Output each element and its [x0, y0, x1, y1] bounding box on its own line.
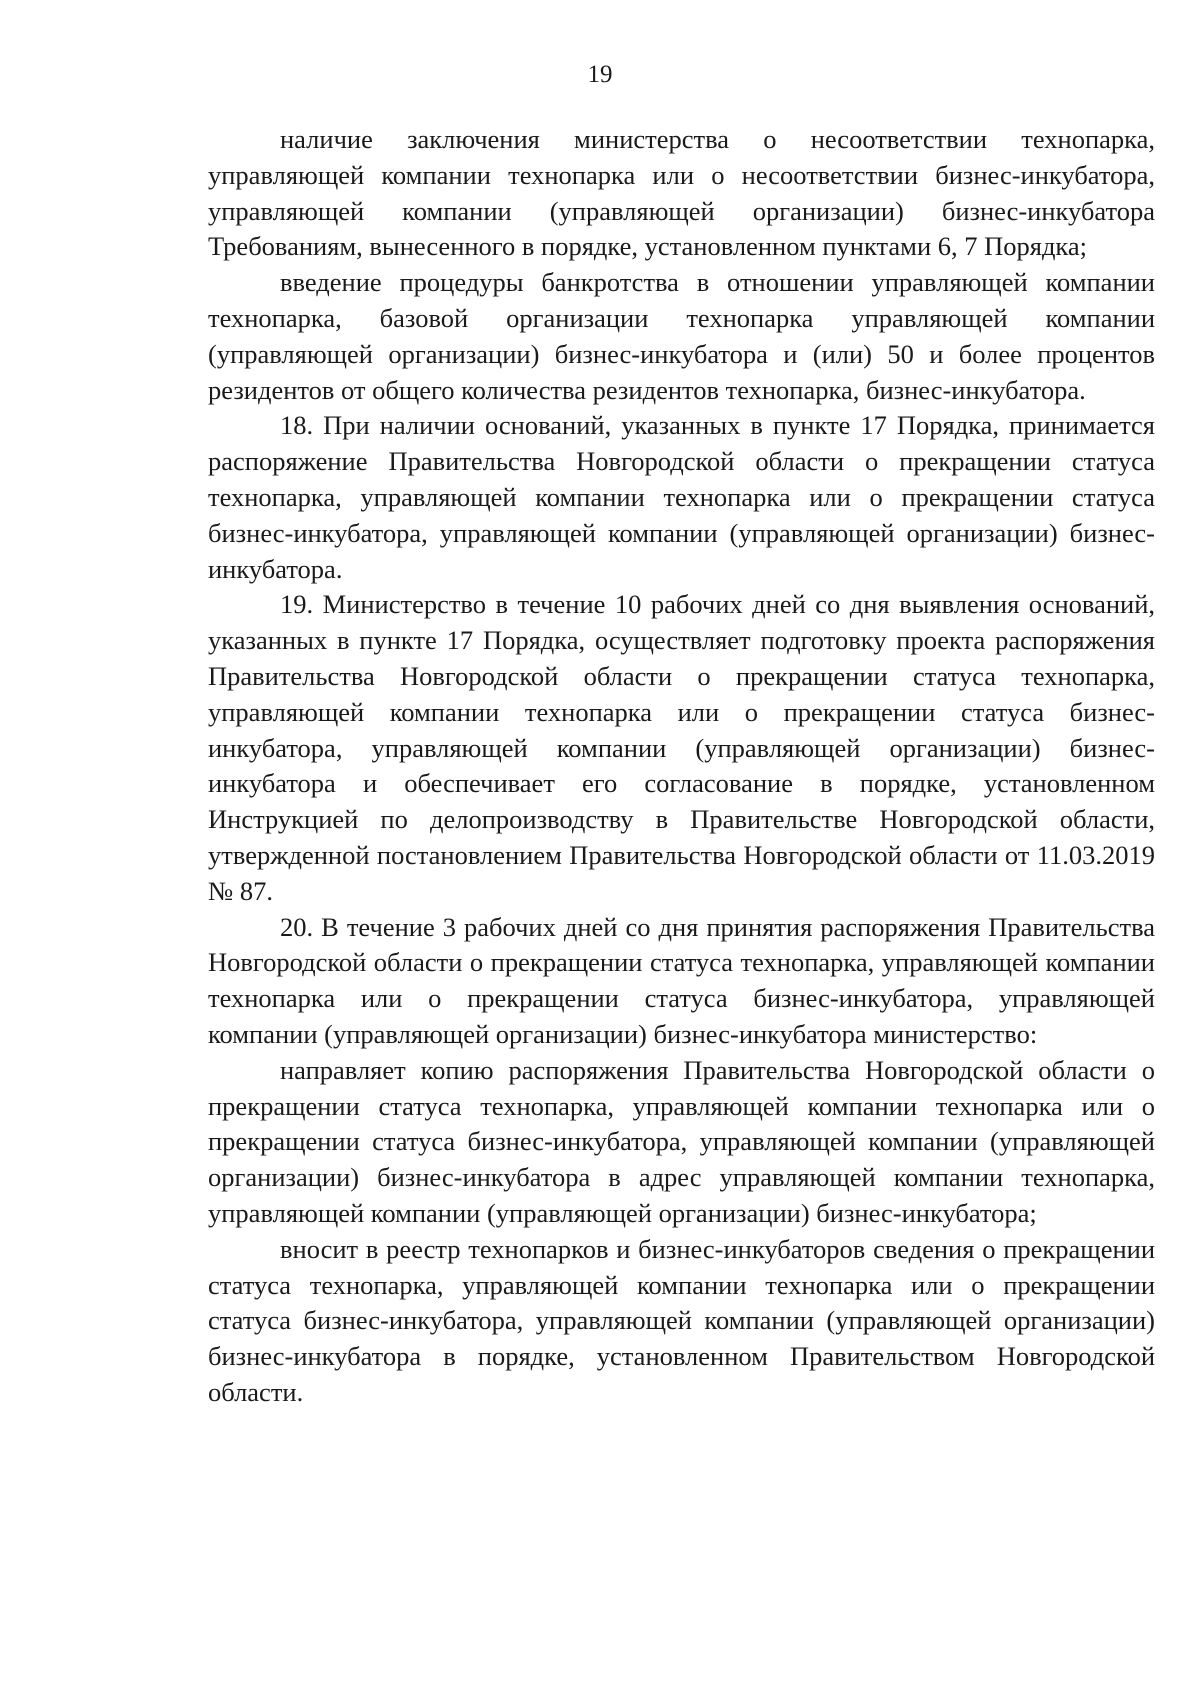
paragraph-sends-copy: направляет копию распоряжения Правительства Новгородской области о прекращении статуса технопарка, управляющей компании технопарка или о прекращении статуса бизнес-инкубатора, управляющей компании (управляющей организации) бизнес-инкубатора в адрес управляющей компании технопарка, управляющей компании (управляющей организации) бизнес-инкубатора; [208, 1054, 1155, 1228]
paragraph-bankruptcy: введение процедуры банкротства в отношении управляющей компании технопарка, базовой организации технопарка управляющей компании (управляющей организации) бизнес-инкубатора и (или) 50 и более процентов резидентов от общего количества резидентов технопарка, бизнес-инкубатора. [208, 267, 1155, 405]
paragraph-conclusion-nonconformity: наличие заключения министерства о несоответствии технопарка, управляющей компании технопарка или о несоответствии бизнес-инкубатора, управляющей компании (управляющей организации) бизнес-инкубатора Требованиям, вынесенного в порядке, установленном пунктами 6, 7 Порядка; [208, 124, 1155, 262]
document-body [208, 122, 1155, 1411]
paragraph-item-18: 18. При наличии оснований, указанных в пункте 17 Порядка, принимается распоряжение Правительства Новгородской области о прекращении статуса технопарка, управляющей компании технопарка или о прекращении статуса бизнес-инкубатора, управляющей компании (управляющей организации) бизнес-инкубатора. [208, 410, 1155, 584]
page-number: 19 [587, 61, 613, 88]
paragraph-item-20: 20. В течение 3 рабочих дней со дня принятия распоряжения Правительства Новгородской области о прекращении статуса технопарка, управляющей компании технопарка или о прекращении статуса бизнес-инкубатора, управляющей компании (управляющей организации) бизнес-инкубатора министерство: [208, 911, 1155, 1049]
paragraph-item-19: 19. Министерство в течение 10 рабочих дней со дня выявления оснований, указанных в пункте 17 Порядка, осуществляет подготовку проекта распоряжения Правительства Новгородской области о прекращении статуса технопарка, управляющей компании технопарка или о прекращении статуса бизнес-инкубатора, управляющей компании (управляющей организации) бизнес-инкубатора и обеспечивает его согласование в порядке, установленном Инструкцией по делопроизводству в Правительстве Новгородской области, утвержденной постановлением Правительства Новгородской области от 11.03.2019 № 87. [208, 589, 1155, 906]
paragraph-registry-entry: вносит в реестр технопарков и бизнес-инкубаторов сведения о прекращении статуса технопарка, управляющей компании технопарка или о прекращении статуса бизнес-инкубатора, управляющей компании (управляющей организации) бизнес-инкубатора в порядке, установленном Правительством Новгородской области. [208, 1233, 1155, 1407]
